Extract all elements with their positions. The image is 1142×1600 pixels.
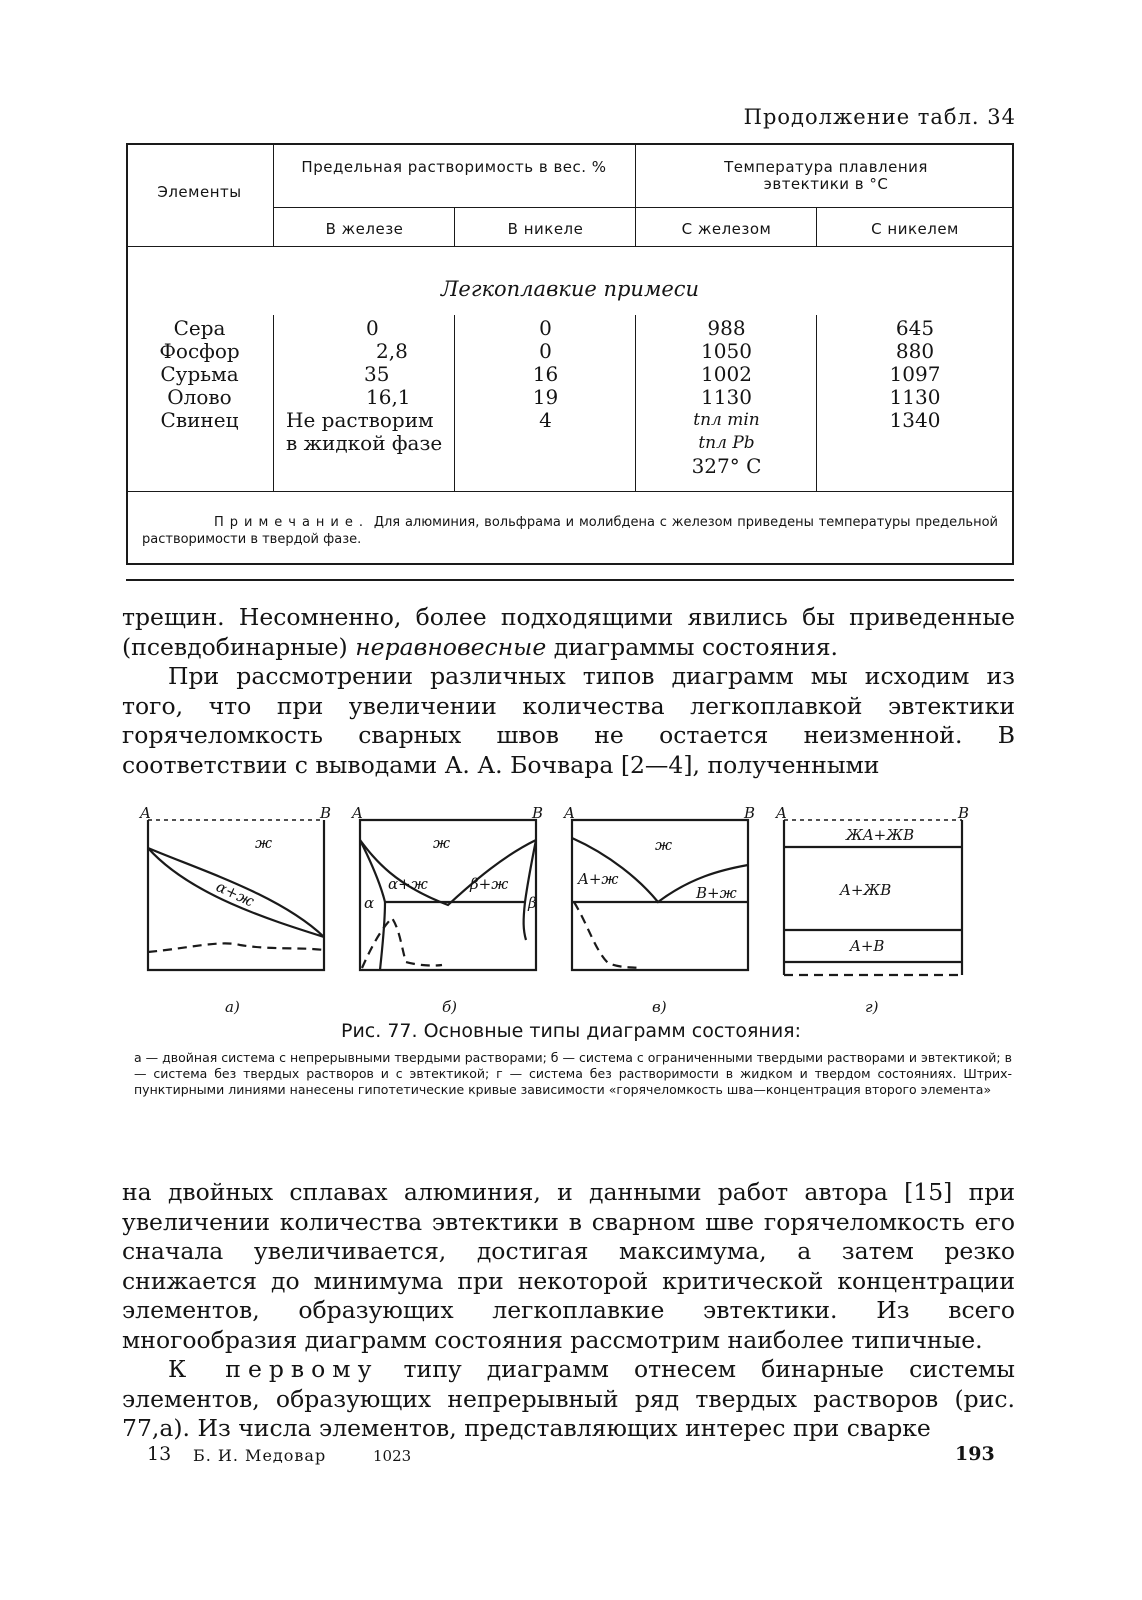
cell-value: 1130 (701, 385, 752, 409)
cell-value: 1002 (701, 362, 752, 386)
header-solubility: Предельная растворимость в вес. % (301, 158, 607, 176)
cell-value: 1340 (889, 408, 941, 432)
panel-c-region: B+ж (696, 884, 737, 902)
page-number: 193 (955, 1443, 995, 1465)
note-label: Примечание. (214, 515, 370, 530)
column-elements (126, 317, 273, 432)
panel-c-hot-cracking-curve (574, 902, 640, 968)
cell-value: 16,1 (366, 385, 411, 409)
header-elements: Элементы (157, 183, 242, 201)
header-eutectic-nickel: С никелем (871, 220, 959, 238)
table-subheader-rule (274, 207, 1014, 208)
panel-b-region: α+ж (388, 875, 428, 893)
panel-c-region: ж (655, 836, 673, 854)
paragraph-1-text: трещин. Несомненно, более подходящими явились бы приведенные (псевдобинарные) (122, 603, 1015, 661)
panel-b-beta-solvus (524, 902, 526, 940)
column-eutectic-iron (637, 317, 816, 478)
paragraph-1-end: диаграммы состояния. (553, 632, 839, 661)
section-label: Легкоплавкие примеси (440, 277, 700, 301)
panel-b-label-b: B (532, 804, 544, 822)
table-continuation-label: Продолжение табл. 34 (743, 105, 1016, 129)
footer-code: 1023 (373, 1447, 412, 1465)
table-col-divider-3b (635, 315, 636, 491)
header-eutectic-temp: Температура плавления эвтектики в °C (724, 158, 928, 193)
footer-author: Б. И. Медовар (193, 1446, 327, 1465)
table-col-divider-4b (816, 315, 817, 491)
paragraph-3: на двойных сплавах алюминия, и данными работ автора [15] при увеличении количества эвтектики в сварном шве горячеломкость его сначала увеличивается, достигая максимума, а затем резко снижается до минимума при некоторой критической концентрации элементов, образующих легкоплавкие эвтектики. Из всего многообразия диаграмм состояния рассмотрим наиболее типичные. (122, 1178, 1015, 1354)
panel-b-sublabel: б) (442, 998, 458, 1016)
cell-element: Фосфор (159, 339, 240, 363)
table-bottom-rule (126, 563, 1014, 565)
panel-a-region: ж (255, 834, 273, 852)
panel-a-sublabel: а) (225, 998, 240, 1016)
panel-c-sublabel: в) (652, 998, 667, 1016)
cell-element: Сера (173, 316, 226, 340)
column-eutectic-nickel (818, 317, 1012, 432)
panel-a-hot-cracking-curve (148, 943, 324, 952)
table-note (142, 514, 998, 548)
table-outer-rule (126, 579, 1014, 581)
panel-d-region: A+B (850, 937, 885, 955)
cell-value: 988 (707, 316, 746, 340)
cell-value: 0 (539, 339, 552, 363)
table-top-rule (126, 143, 1014, 145)
panel-b-region: α (364, 894, 375, 912)
cell-value: 327° C (691, 454, 762, 478)
table-col-divider-3 (635, 143, 636, 246)
cell-element: Сурьма (160, 362, 239, 386)
panel-b-hot-cracking-curve (362, 918, 442, 968)
panel-c-label-b: B (744, 804, 756, 822)
panel-c-region: A+ж (578, 870, 619, 888)
panel-d-region: A+ЖB (840, 881, 892, 899)
panel-b-region: β (528, 894, 537, 912)
cell-value: tпл Pb (698, 433, 755, 453)
column-solubility-nickel (456, 317, 635, 432)
paragraph-3-block (122, 1178, 1015, 1444)
cell-value: 4 (539, 408, 552, 432)
panel-b-region: β+ж (470, 875, 509, 893)
table-note-rule (126, 491, 1014, 492)
cell-value: 0 (539, 316, 552, 340)
table-col-divider-1b (273, 315, 274, 491)
note-text: Для алюминия, вольфрама и молибдена с железом приведены температуры предельной растворимости в твердой фазе. (142, 515, 998, 547)
cell-value: 35 (364, 362, 390, 386)
panel-b-label-a: A (352, 804, 363, 822)
panel-b-alpha-solvus (380, 902, 385, 970)
table-col-divider-4 (816, 207, 817, 246)
cell-value: 645 (895, 316, 935, 340)
cell-value: 1050 (701, 339, 752, 363)
paragraph-4: типу диаграмм отнесем бинарные системы элементов, образующих непрерывный ряд твердых растворов (рис. 77,а). Из числа элементов, представляющих интерес при сварке (122, 1355, 1015, 1442)
paragraph-4-spaced: К первому (168, 1355, 379, 1383)
table-col-divider-1 (273, 143, 274, 246)
figure-caption: Рис. 77. Основные типы диаграмм состояния: (340, 1020, 802, 1042)
figure-legend: а — двойная система с непрерывными твердыми растворами; б — система с ограниченными твердыми растворами и эвтектикой; в — система без твердых растворов и с эвтектикой; г — система без растворимости в жидком и твердом состояниях. Штрих-пунктирными линиями нанесены гипотетические кривые зависимости «горячеломкость шва—концентрация второго элемента» (134, 1050, 1012, 1097)
panel-d-label-b: B (958, 804, 970, 822)
cell-value: 2,8 (376, 339, 408, 363)
cell-element: Свинец (160, 408, 239, 432)
cell-value: Не растворим (286, 408, 434, 432)
panel-c-label-a: A (564, 804, 575, 822)
cell-value: 19 (532, 385, 559, 409)
cell-value: 1097 (889, 362, 941, 386)
table-right-border (1012, 143, 1014, 563)
paragraph-1 (122, 603, 1015, 780)
panel-a-label-a: A (140, 804, 151, 822)
cell-value: 0 (366, 316, 379, 340)
panel-a-label-b: B (320, 804, 332, 822)
cell-value: 880 (895, 339, 935, 363)
cell-value: в жидкой фазе (286, 431, 443, 455)
cell-value: 16 (532, 362, 559, 386)
panel-d-region: ЖA+ЖB (846, 826, 915, 844)
panel-b-region: ж (433, 834, 451, 852)
header-solubility-nickel: В никеле (507, 220, 584, 238)
panel-d-label-a: A (776, 804, 787, 822)
panel-d-sublabel: г) (865, 998, 879, 1016)
paragraph-2: При рассмотрении различных типов диаграмм мы исходим из того, что при увеличении количества легкоплавкой эвтектики горячеломкость сварных швов не остается неизменной. В соответствии с выводами А. А. Бочвара [2—4], полученными (122, 662, 1015, 779)
cell-element: Олово (167, 385, 232, 409)
footer-signature: 13 (147, 1443, 172, 1465)
table-col-divider-2 (454, 207, 455, 246)
phase-diagrams-figure (130, 800, 1010, 1020)
header-solubility-iron: В железе (325, 220, 404, 238)
cell-value: 1130 (889, 385, 941, 409)
paragraph-1-emphasis: неравновесные (355, 632, 547, 661)
column-solubility-iron (286, 317, 456, 455)
header-eutectic-iron: С железом (681, 220, 772, 238)
data-table (126, 143, 1014, 580)
cell-value: tпл min (693, 410, 760, 430)
table-header-rule (126, 246, 1014, 247)
panel-a-region: α+ж (213, 877, 257, 911)
